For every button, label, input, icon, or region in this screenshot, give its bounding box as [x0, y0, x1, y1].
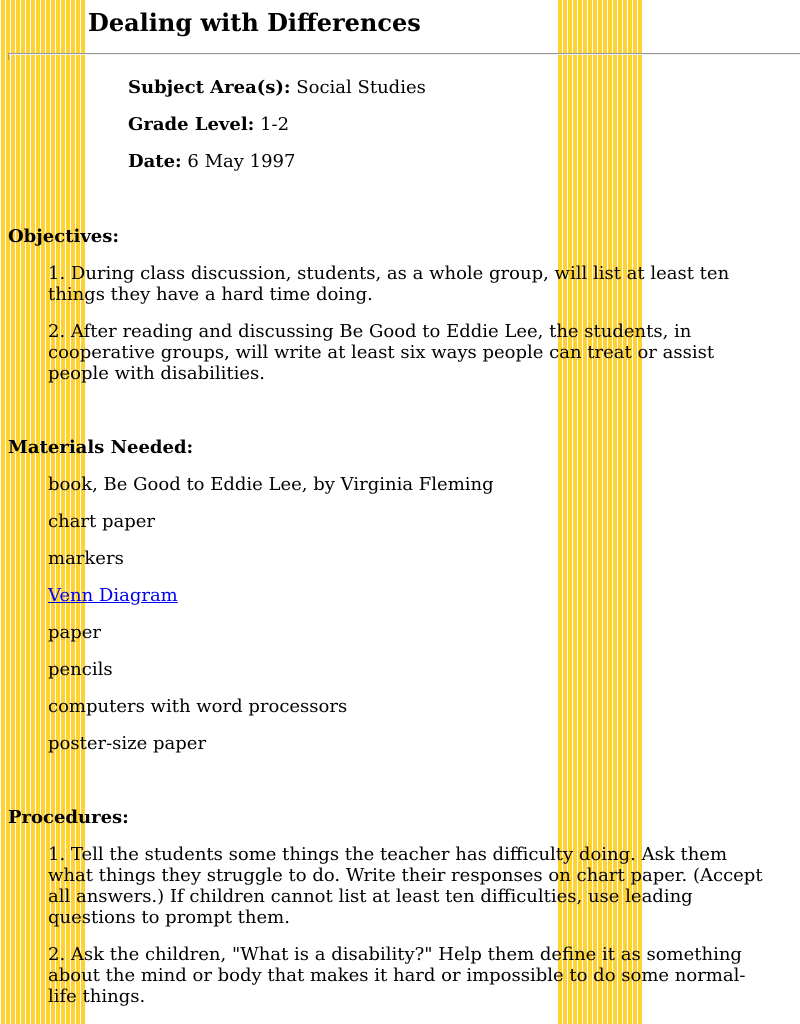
objective-item: 2. After reading and discussing Be Good to Eddie Lee, the students, in cooperative groups, will write at least six ways people can treat or assist people with disabilities. [48, 321, 715, 384]
objective-item: 1. During class discussion, students, as a whole group, will list at least ten things they have a hard time doing. [48, 263, 730, 305]
page-title: Dealing with Differences [88, 8, 421, 37]
lesson-metadata [128, 77, 426, 188]
material-item: chart paper [48, 511, 155, 532]
procedure-item: 2. Ask the children, "What is a disability?" Help them define it as something about the mind or body that makes it hard or impossible to do some normal-life things. [48, 944, 746, 1007]
procedure-item: 1. Tell the students some things the teacher has difficulty doing. Ask them what things they struggle to do. Write their responses on chart paper. (Accept all answers.) If children cannot list at least ten difficulties, use leading questions to prompt them. [48, 844, 763, 928]
grade-level-value: 1-2 [260, 114, 290, 135]
subject-area-value: Social Studies [296, 77, 426, 98]
material-item-venn-diagram [48, 585, 768, 606]
grade-level-label: Grade Level: [128, 114, 255, 135]
date-value: 6 May 1997 [187, 151, 296, 172]
materials-list [48, 474, 768, 770]
lesson-date [128, 151, 426, 172]
materials-heading: Materials Needed: [8, 437, 194, 458]
subject-area [128, 77, 426, 98]
venn-diagram-link[interactable]: Venn Diagram [48, 585, 178, 606]
material-item: markers [48, 548, 124, 569]
horizontal-rule [8, 53, 800, 55]
material-item: computers with word processors [48, 696, 348, 717]
procedures-heading: Procedures: [8, 807, 129, 828]
material-item: book, Be Good to Eddie Lee, by Virginia Fleming [48, 474, 494, 495]
objectives-heading: Objectives: [8, 226, 120, 247]
grade-level [128, 114, 426, 135]
material-item: paper [48, 622, 102, 643]
date-label: Date: [128, 151, 182, 172]
material-item: poster-size paper [48, 733, 207, 754]
subject-area-label: Subject Area(s): [128, 77, 291, 98]
procedures-list [48, 844, 768, 1023]
material-item: pencils [48, 659, 113, 680]
objectives-list [48, 263, 768, 400]
